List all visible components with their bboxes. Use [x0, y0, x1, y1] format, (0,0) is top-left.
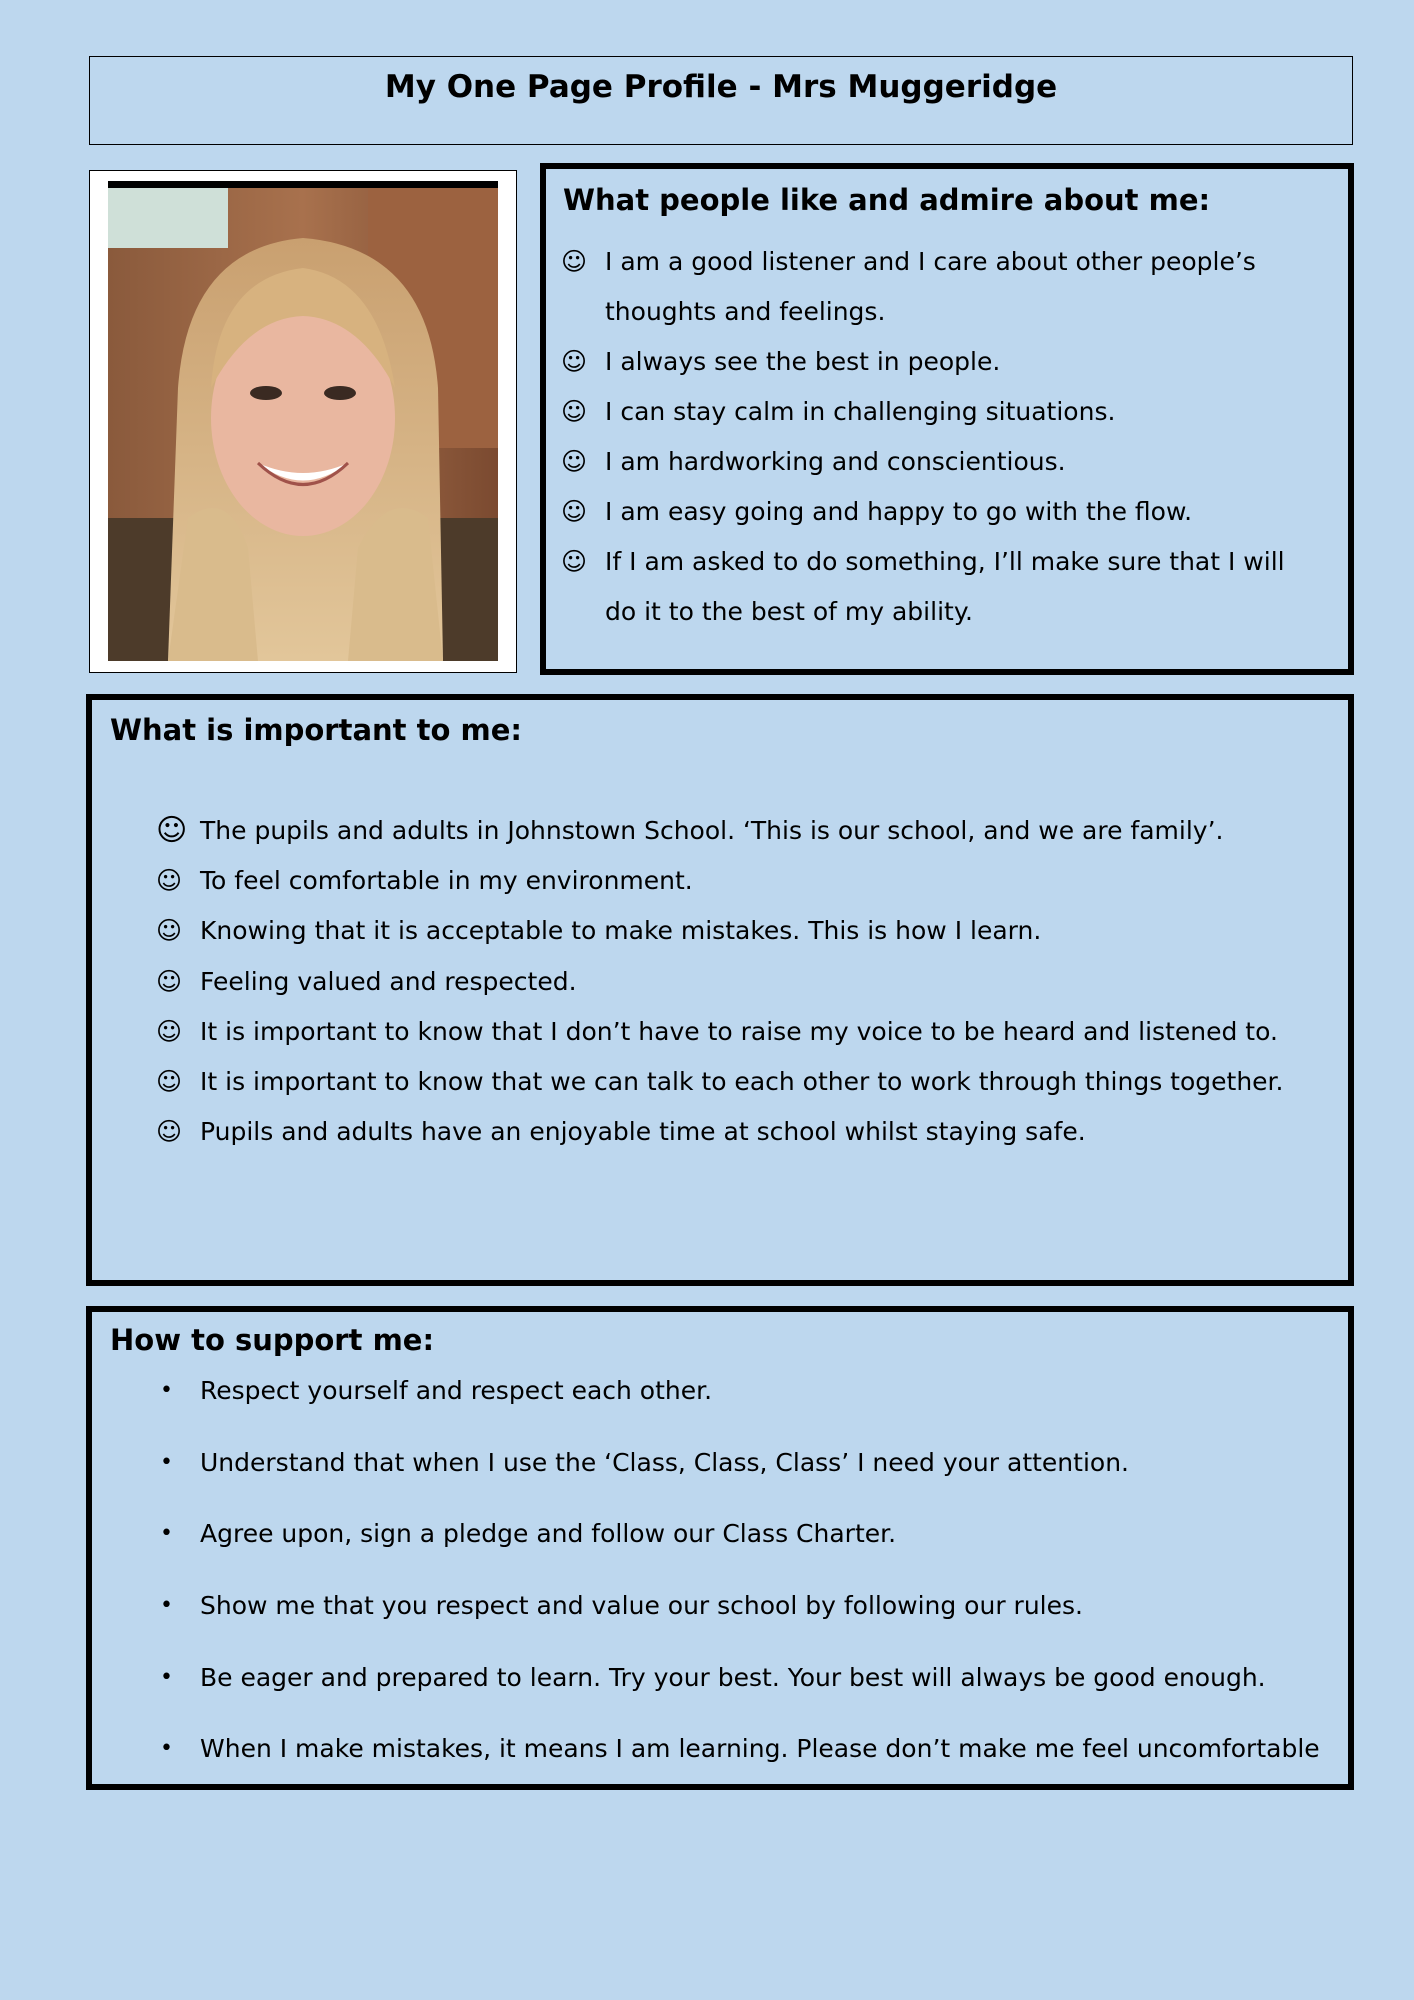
smiley-icon: ☺	[561, 497, 588, 526]
smiley-icon: ☺	[156, 1016, 183, 1046]
list-item: ☺ I am easy going and happy to go with the flow.	[561, 487, 1321, 537]
bullet-icon: •	[160, 1593, 173, 1619]
smiley-icon: ☺	[156, 813, 188, 848]
support-list	[156, 1371, 1336, 1801]
list-item: ☺ To feel comfortable in my environment.	[156, 856, 1326, 906]
important-section	[86, 694, 1354, 1286]
bullet-icon: •	[160, 1664, 173, 1690]
smiley-icon: ☺	[561, 397, 588, 426]
list-item: ☺ I always see the best in people.	[561, 337, 1321, 387]
list-item: ☺ It is important to know that we can talk to each other to work through things together.	[156, 1057, 1326, 1107]
smiley-icon: ☺	[156, 1067, 183, 1097]
smiley-icon: ☺	[156, 1117, 183, 1147]
support-heading: How to support me:	[110, 1323, 435, 1357]
list-item: ☺ Pupils and adults have an enjoyable time at school whilst staying safe.	[156, 1107, 1326, 1157]
profile-photo-illustration	[108, 188, 498, 661]
list-item: ☺ The pupils and adults in Johnstown School. ‘This is our school, and we are family’.	[156, 806, 1326, 856]
admire-list	[561, 237, 1321, 637]
smiley-icon: ☺	[561, 547, 588, 576]
profile-photo	[108, 181, 498, 661]
bullet-icon: •	[160, 1736, 173, 1762]
smiley-icon: ☺	[561, 447, 588, 476]
list-item: ☺ If I am asked to do something, I’ll make sure that I will do it to the best of my ability.	[561, 537, 1321, 637]
title-box	[89, 56, 1353, 145]
bullet-icon: •	[160, 1521, 173, 1547]
list-item: • Agree upon, sign a pledge and follow our Class Charter.	[156, 1514, 1336, 1554]
list-item: • Respect yourself and respect each other.	[156, 1371, 1336, 1411]
list-item: ☺ I can stay calm in challenging situations.	[561, 387, 1321, 437]
list-item: ☺ I am a good listener and I care about other people’s thoughts and feelings.	[561, 237, 1321, 337]
list-item: • Show me that you respect and value our school by following our rules.	[156, 1586, 1336, 1626]
list-item: ☺ I am hardworking and conscientious.	[561, 437, 1321, 487]
smiley-icon: ☺	[156, 866, 183, 896]
admire-section	[540, 163, 1354, 675]
list-item: • Be eager and prepared to learn. Try your best. Your best will always be good enough.	[156, 1658, 1336, 1698]
admire-heading: What people like and admire about me:	[563, 183, 1211, 217]
list-item: ☺ It is important to know that I don’t have to raise my voice to be heard and listened to.	[156, 1007, 1326, 1057]
important-list	[156, 806, 1326, 1157]
smiley-icon: ☺	[561, 247, 588, 276]
list-item: • Understand that when I use the ‘Class, Class, Class’ I need your attention.	[156, 1443, 1336, 1483]
photo-frame	[89, 170, 517, 673]
page-title: My One Page Profile - Mrs Muggeridge	[384, 69, 1058, 105]
bullet-icon: •	[160, 1449, 173, 1475]
list-item: • When I make mistakes, it means I am learning. Please don’t make me feel uncomfortable	[156, 1729, 1336, 1769]
smiley-icon: ☺	[156, 916, 183, 946]
important-heading: What is important to me:	[110, 713, 523, 747]
bullet-icon: •	[160, 1378, 173, 1403]
support-section	[86, 1306, 1354, 1790]
list-item: ☺ Knowing that it is acceptable to make mistakes. This is how I learn.	[156, 906, 1326, 956]
smiley-icon: ☺	[156, 966, 183, 996]
smiley-icon: ☺	[561, 347, 588, 376]
list-item: ☺ Feeling valued and respected.	[156, 957, 1326, 1007]
